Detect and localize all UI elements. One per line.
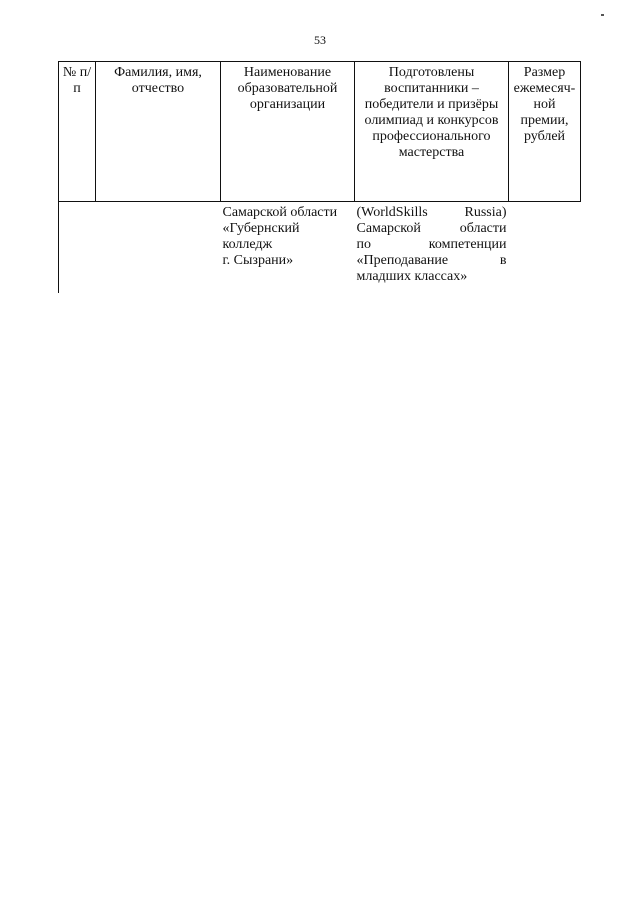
- prepared-line: Самарской области: [356, 221, 507, 236]
- prepared-line: по компетенции: [356, 237, 507, 252]
- cell-name: [96, 202, 221, 294]
- prepared-line: (WorldSkills Russia): [356, 205, 507, 220]
- organization-line: колледж: [222, 237, 273, 252]
- page-number: 53: [314, 33, 326, 47]
- cell-prepared: [355, 202, 509, 294]
- col-header-prepared: Подготовлены воспитанники – победители и призёры олимпиад и конкурсов профессионального мастерства: [355, 62, 509, 202]
- scan-mark: [601, 14, 604, 16]
- col-header-organization: Наименование образовательной организации: [221, 62, 355, 202]
- organization-line: Самарской области: [222, 205, 338, 220]
- table-row: [59, 202, 581, 294]
- prepared-line: «Преподавание в: [356, 253, 507, 268]
- prepared-line: младших классах»: [356, 269, 468, 284]
- col-header-number: № п/п: [59, 62, 96, 202]
- cell-organization: [221, 202, 355, 294]
- col-header-bonus: Размер ежемесяч-ной премии, рублей: [509, 62, 581, 202]
- table-header-row: [59, 62, 581, 202]
- organization-line: г. Сызрани»: [222, 253, 294, 268]
- cell-bonus: [509, 202, 581, 294]
- col-header-name: Фамилия, имя, отчество: [96, 62, 221, 202]
- awards-table: [58, 61, 581, 293]
- organization-line: «Губернский: [222, 221, 300, 236]
- cell-number: [59, 202, 96, 294]
